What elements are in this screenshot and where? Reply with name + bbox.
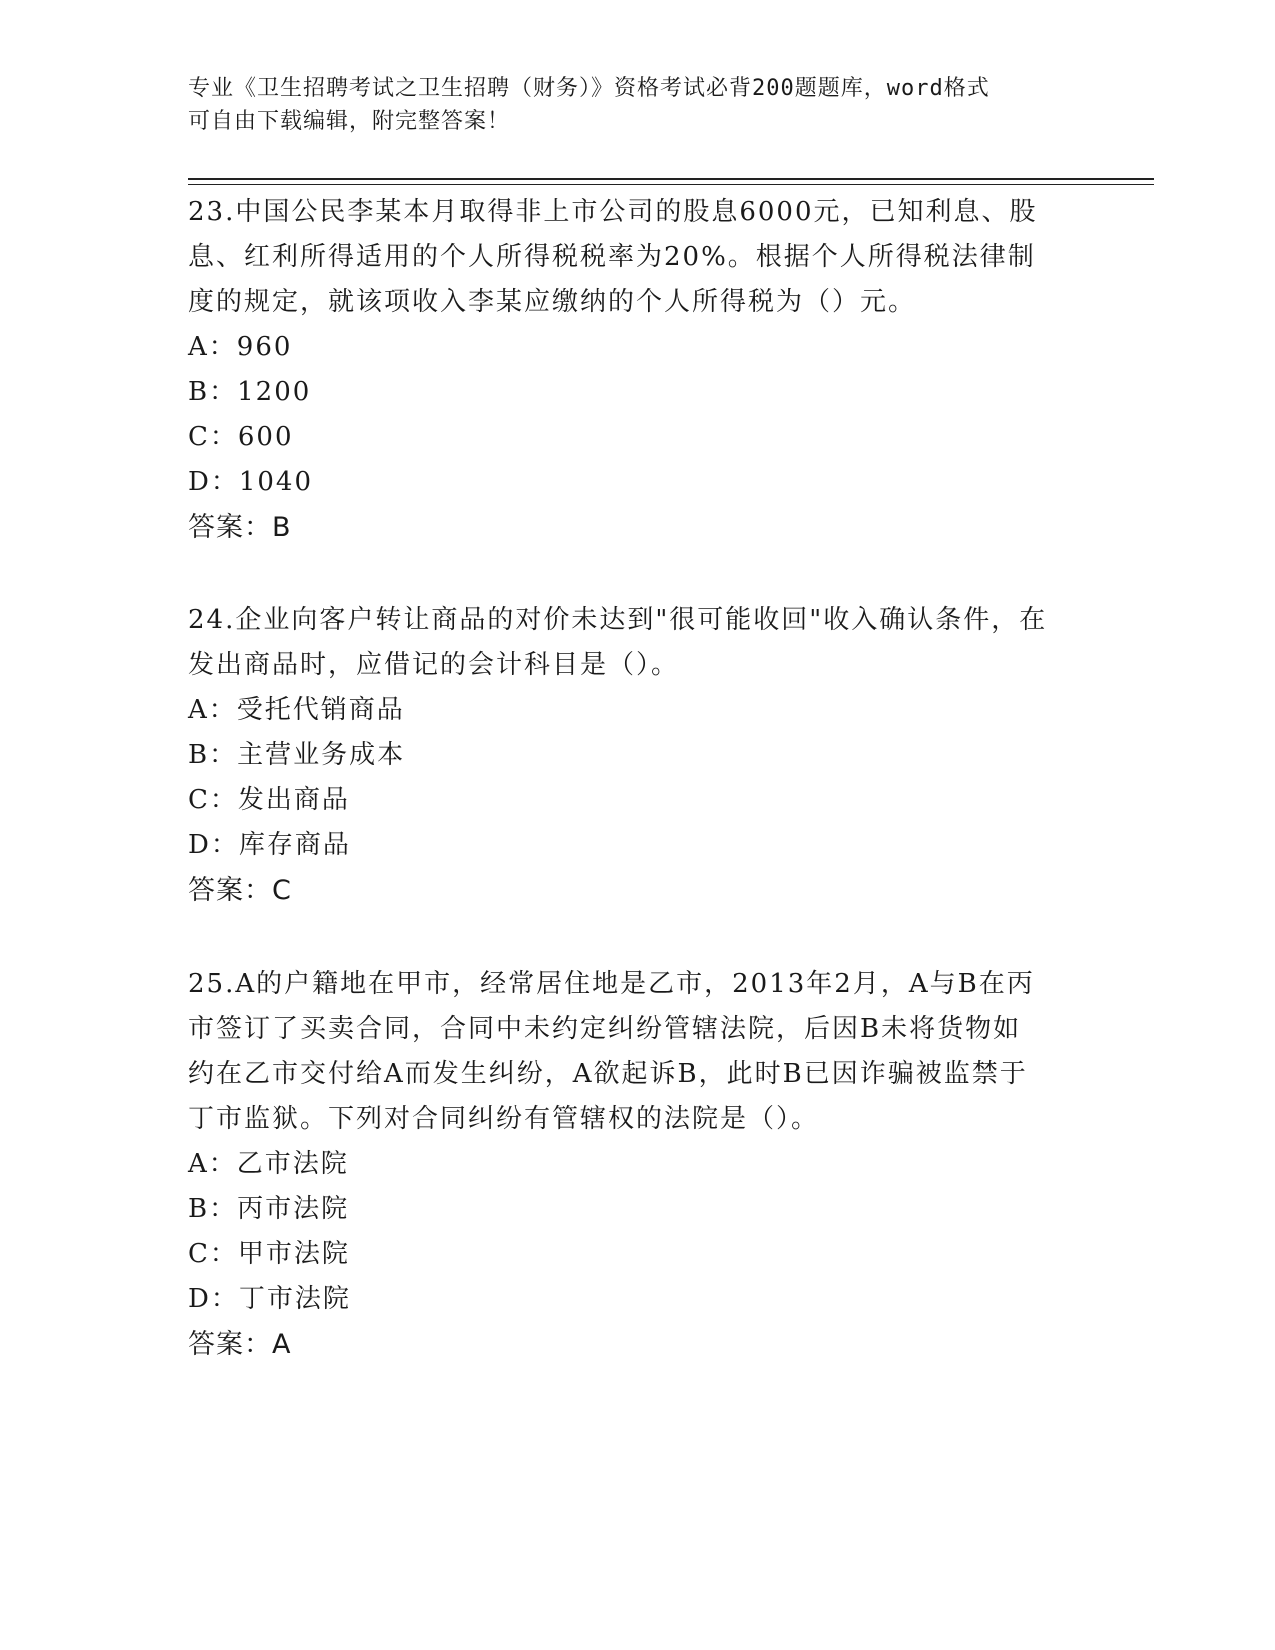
option-b: B：丙市法院 bbox=[188, 1194, 350, 1224]
question-stem-line: 度的规定，就该项收入李某应缴纳的个人所得税为（）元。 bbox=[188, 287, 917, 317]
option-a: A：960 bbox=[188, 332, 293, 362]
question-stem bbox=[188, 598, 1088, 688]
option-b: B：主营业务成本 bbox=[188, 740, 406, 770]
header-title-line-2: 可自由下载编辑，附完整答案！ bbox=[188, 109, 511, 134]
option-d: D：库存商品 bbox=[188, 830, 351, 860]
question-stem-line: 约在乙市交付给A而发生纠纷，A欲起诉B，此时B已因诈骗被监禁于 bbox=[188, 1059, 1028, 1089]
option-d: D：1040 bbox=[188, 467, 314, 497]
question-24 bbox=[188, 598, 1088, 913]
question-stem-line: 发出商品时，应借记的会计科目是（）。 bbox=[188, 650, 680, 680]
question-stem-line: 25.A的户籍地在甲市，经常居住地是乙市，2013年2月，A与B在丙 bbox=[188, 969, 1035, 999]
question-stem-line: 24.企业向客户转让商品的对价未达到"很可能收回"收入确认条件，在 bbox=[188, 605, 1048, 635]
question-23 bbox=[188, 190, 1088, 550]
question-stem-line: 市签订了买卖合同，合同中未约定纠纷管辖法院，后因B未将货物如 bbox=[188, 1014, 1022, 1044]
option-d: D：丁市法院 bbox=[188, 1284, 351, 1314]
question-stem-line: 息、红利所得适用的个人所得税税率为20%。根据个人所得税法律制 bbox=[188, 242, 1036, 272]
question-stem bbox=[188, 190, 1088, 325]
header-divider-thick bbox=[188, 178, 1154, 180]
option-b: B：1200 bbox=[188, 377, 312, 407]
option-c: C：甲市法院 bbox=[188, 1239, 350, 1269]
answer-line: 答案：B bbox=[188, 512, 292, 543]
answer-line: 答案：A bbox=[188, 1329, 292, 1360]
header-title-line-1: 专业《卫生招聘考试之卫生招聘（财务）》资格考试必背200题题库，word格式 bbox=[188, 76, 990, 101]
question-25 bbox=[188, 962, 1088, 1367]
document-header bbox=[188, 72, 1068, 138]
question-stem bbox=[188, 962, 1088, 1142]
header-divider-thin bbox=[188, 184, 1154, 185]
option-c: C：600 bbox=[188, 422, 294, 452]
question-stem-line: 丁市监狱。下列对合同纠纷有管辖权的法院是（）。 bbox=[188, 1104, 820, 1134]
option-c: C：发出商品 bbox=[188, 785, 350, 815]
question-stem-line: 23.中国公民李某本月取得非上市公司的股息6000元，已知利息、股 bbox=[188, 197, 1038, 227]
answer-line: 答案：C bbox=[188, 875, 292, 906]
option-a: A：受托代销商品 bbox=[188, 695, 405, 725]
option-a: A：乙市法院 bbox=[188, 1149, 349, 1179]
